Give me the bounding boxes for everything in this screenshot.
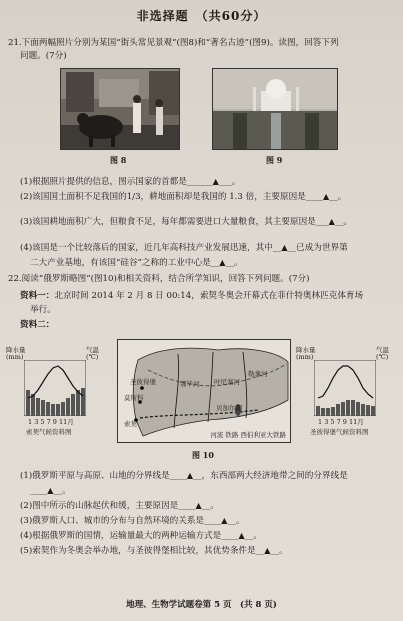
- fig9-monument-photo: [212, 68, 338, 150]
- q22-material1: 资料一：北京时间 2014 年 2 月 8 日 00:14，索契冬奥会开幕式在菲什特奥林匹克体育场: [20, 291, 364, 301]
- left-precip-unit: (mm): [6, 353, 24, 361]
- left-precip-label: 降水量: [6, 346, 26, 354]
- right-precip-label: 降水量: [296, 346, 316, 354]
- q21-item-2: (2)该国国土面积不足我国的1/3，耕地面积却是我国的 1.3 倍，主要原因是____▲__。: [20, 192, 347, 202]
- right-chart-title: 圣彼得堡气候资料图: [310, 428, 369, 436]
- sochi-climate-chart: [6, 346, 104, 436]
- label-ob: 鄂毕河: [180, 380, 200, 388]
- q21-item-3: (3)该国耕地面积广大，但粮食不足，每年都需要进口大量粮食，其主要原因是___▲__。: [20, 217, 353, 227]
- q21-stem-line1: 21.下面两幅照片分别为某国“街头常见景观”(图8)和“著名古迹”(图9)。读图，回答下列: [8, 38, 339, 48]
- q22-stem: 22.阅读“俄罗斯略图”(图10)和相关资料，结合所学知识，回答下列问题。(7分): [8, 274, 310, 284]
- right-precip-unit: (mm): [296, 353, 314, 361]
- q22-material1-cont: 举行。: [30, 305, 56, 315]
- st-petersburg-climate-chart: [296, 346, 394, 436]
- russia-map: [117, 339, 291, 443]
- q22-item-2: (2)图中所示的山脉起伏和缓，主要原因是____▲__。: [20, 501, 219, 511]
- label-moscow: 莫斯科: [124, 394, 144, 402]
- right-temp-unit: (℃): [376, 353, 389, 361]
- q22-item-1: (1)俄罗斯平原与高原、山地的分界线是____▲__，东西部两大经济地带之间的分界线是: [20, 471, 348, 481]
- page-footer: 地理、生物学试题卷第 5 页 (共 8 页): [126, 599, 277, 610]
- section-title: 非选择题 （共60分）: [136, 9, 267, 23]
- left-months: 1 3 5 7 9 11月: [28, 418, 74, 426]
- left-temp-label: 气温: [86, 346, 99, 354]
- q21-item-1: (1)根据照片提供的信息，图示国家的首都是______▲___。: [20, 177, 241, 187]
- q22-material2-label: 资料二：: [20, 320, 55, 330]
- left-temp-unit: (℃): [86, 353, 99, 361]
- fig8-street-photo: [60, 68, 180, 150]
- label-baikal: 贝加尔湖: [216, 404, 242, 412]
- right-months: 1 3 5 7 9 11月: [318, 418, 364, 426]
- q22-item-5: (5)索契作为冬奥会举办地，与圣彼得堡相比较，其优势条件是__▲__。: [20, 546, 288, 556]
- left-chart-title: 索契气候资料图: [26, 428, 72, 436]
- map-legend: 河流 铁路 西伯利亚大铁路: [210, 431, 286, 440]
- q21-stem-line2: 问题。(7分): [20, 51, 67, 61]
- label-yenisei: 叶尼塞河: [214, 378, 240, 386]
- label-sochi: 索契: [124, 420, 137, 428]
- fig9-caption: 图 9: [266, 155, 283, 165]
- right-temp-label: 气温: [376, 346, 389, 354]
- q21-item-4-cont: 二大产业基地，有该国“硅谷”之称的工业中心是__▲__。: [30, 258, 243, 268]
- q21-item-4: (4)该国是一个比较落后的国家，近几年高科技产业发展迅速，其中__▲__已成为世界第: [20, 243, 348, 253]
- q22-item-4: (4)根据俄罗斯的国情，运输量最大的两种运输方式是____▲__。: [20, 531, 262, 541]
- fig8-caption: 图 8: [110, 155, 127, 165]
- fig10-caption: 图 10: [192, 450, 214, 460]
- label-st-petersburg: 圣彼得堡: [130, 378, 156, 386]
- q22-item-1-cont: ____▲__。: [30, 486, 71, 496]
- q22-item-3: (3)俄罗斯人口、城市的分布与自然环境的关系是____▲__。: [20, 516, 245, 526]
- label-lena: 勒拿河: [248, 370, 268, 378]
